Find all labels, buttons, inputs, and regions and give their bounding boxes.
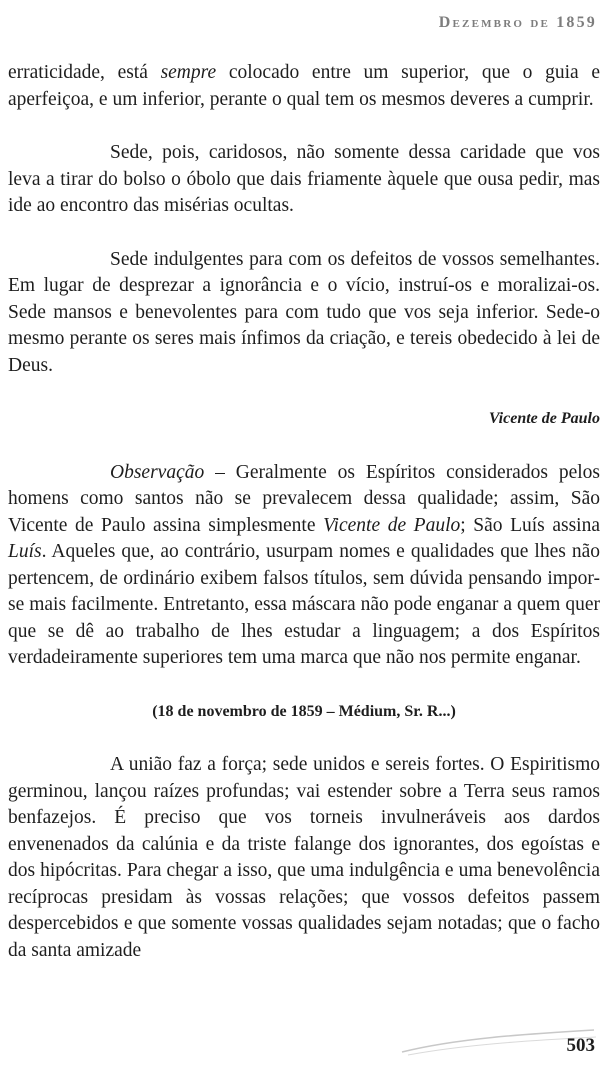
text-run: ; São Luís assina [460,514,601,536]
emphasis: Luís [8,541,42,562]
paragraph: A união faz a força; sede unidos e sereis fortes. O Espiritismo germinou, lançou raízes profundas; vai estender sobre a Terra seus ramos benfazejos. É preciso que vos torneis invulneráveis aos dardos envenenados da calúnia e da triste falange dos ignorantes, dos egoístas e dos hipócritas. Para chegar a isso, que uma indulgência e uma benevolência recíprocas presidam às vossas relações; que vossos defeitos passem despercebidos e que somente vossas qualidades sejam notadas; que o facho da santa amizade [8,754,600,961]
paragraph: Sede, pois, caridosos, não somente dessa caridade que vos leva a tirar do bolso o óbolo que dais friamente àquele que ousa pedir, mas ide ao encontro das misérias ocultas. [8,142,600,216]
running-header: Dezembro de 1859 [438,14,597,31]
dateline: (18 de novembro de 1859 – Médium, Sr. R...) [152,702,456,720]
page-body [8,60,600,964]
emphasis: Vicente de Paulo [323,514,461,536]
paragraph: Sede indulgentes para com os defeitos de vossos semelhantes. Em lugar de desprezar a ignorância e o vício, instruí-os e moralizai-os. Sede mansos e benevolentes para com tudo que vos seja inferior. Sede-o mesmo perante os seres mais ínfimos da criação, e tereis obedecido à lei de Deus. [8,248,600,376]
text-run: colocado entre um superior, que o guia e aperfeiçoa, e um inferior, perante o qual tem os mesmos deveres a cumprir. [8,62,600,110]
paragraph [8,60,600,113]
emphasis: sempre [160,62,217,83]
observation-label: Observação [110,461,205,483]
observation-paragraph [8,460,600,672]
text-run: – Geralmente os Espíritos considerados pelos homens como santos não se prevalecem dessa qualidade; assim, São Vicente de Paulo assina simplesmente [8,461,600,536]
page-number: 503 [566,1035,595,1056]
text-run: erraticidade, está [8,62,161,83]
text-run: . Aqueles que, ao contrário, usurpam nomes e qualidades que lhes não pertencem, de ordinário exibem falsos títulos, sem dúvida pensando impor-se mais facilmente. Entretanto, essa máscara não pode enganar a quem quer que se dê ao trabalho de lhes estudar a linguagem; a dos Espíritos verdadeiramente superiores tem uma marca que não nos permite enganar. [8,541,600,668]
signature: Vicente de Paulo [488,410,600,427]
